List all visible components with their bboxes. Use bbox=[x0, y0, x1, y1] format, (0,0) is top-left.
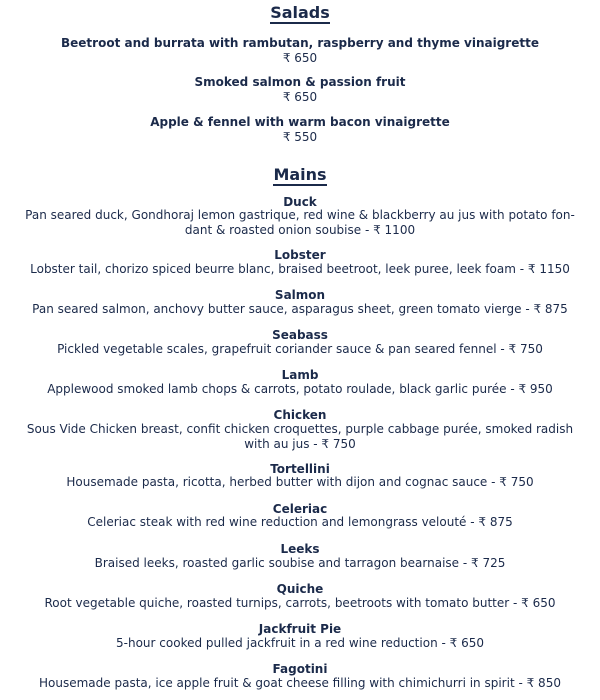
main-item-description: Applewood smoked lamb chops & carrots, potato roulade, black garlic purée - ₹ 950 bbox=[47, 382, 553, 396]
main-item-description: Housemade pasta, ice apple fruit & goat cheese filling with chimichurri in spirit - ₹ 850 bbox=[39, 676, 561, 690]
main-item-name: Lamb bbox=[281, 368, 319, 382]
main-item-name: Salmon bbox=[274, 288, 326, 302]
main-item-description: Braised leeks, roasted garlic soubise and tarragon bearnaise - ₹ 725 bbox=[94, 556, 506, 570]
section-title-salads bbox=[0, 3, 600, 23]
main-item-name: Tortellini bbox=[270, 462, 330, 476]
salad-item-name: Beetroot and burrata with rambutan, raspberry and thyme vinaigrette bbox=[61, 36, 539, 50]
main-item-name: Lobster bbox=[274, 248, 326, 262]
salad-item-name: Apple & fennel with warm bacon vinaigrette bbox=[150, 115, 450, 129]
main-item-name: Jackfruit Pie bbox=[258, 622, 342, 636]
salad-item-price: ₹ 650 bbox=[282, 90, 318, 104]
salad-item-name: Smoked salmon & passion fruit bbox=[194, 75, 406, 89]
main-item-description: Lobster tail, chorizo spiced beurre blanc, braised beetroot, leek puree, leek foam - ₹ 1150 bbox=[30, 262, 570, 276]
main-item-description: Celeriac steak with red wine reduction and lemongrass velouté - ₹ 875 bbox=[87, 515, 513, 529]
main-item-description: Pan seared duck, Gondhoraj lemon gastrique, red wine & blackberry au jus with potato fon-dant & roasted onion soubise - ₹ 1100 bbox=[25, 208, 575, 237]
main-item-name: Fagotini bbox=[272, 662, 328, 676]
main-item-name: Chicken bbox=[273, 408, 327, 422]
main-item-description: 5-hour cooked pulled jackfruit in a red wine reduction - ₹ 650 bbox=[116, 636, 484, 650]
main-item-name: Duck bbox=[283, 195, 317, 209]
main-item-description: Sous Vide Chicken breast, confit chicken croquettes, purple cabbage purée, smoked radish with au jus - ₹ 750 bbox=[26, 422, 574, 451]
main-item-name: Quiche bbox=[276, 582, 324, 596]
main-item-description: Housemade pasta, ricotta, herbed butter with dijon and cognac sauce - ₹ 750 bbox=[66, 475, 534, 489]
main-item-description: Root vegetable quiche, roasted turnips, carrots, beetroots with tomato butter - ₹ 650 bbox=[44, 596, 556, 610]
salads-heading: Salads bbox=[270, 3, 330, 22]
main-item-description: Pan seared salmon, anchovy butter sauce, asparagus sheet, green tomato vierge - ₹ 875 bbox=[32, 302, 568, 316]
main-item-description: Pickled vegetable scales, grapefruit coriander sauce & pan seared fennel - ₹ 750 bbox=[57, 342, 543, 356]
main-item-name: Celeriac bbox=[272, 502, 328, 516]
main-item-name: Seabass bbox=[272, 328, 328, 342]
section-title-mains bbox=[0, 165, 600, 185]
salad-item-price: ₹ 550 bbox=[282, 130, 318, 144]
main-item-name: Leeks bbox=[280, 542, 320, 556]
mains-heading: Mains bbox=[273, 165, 327, 184]
salad-item-price: ₹ 650 bbox=[282, 51, 318, 65]
